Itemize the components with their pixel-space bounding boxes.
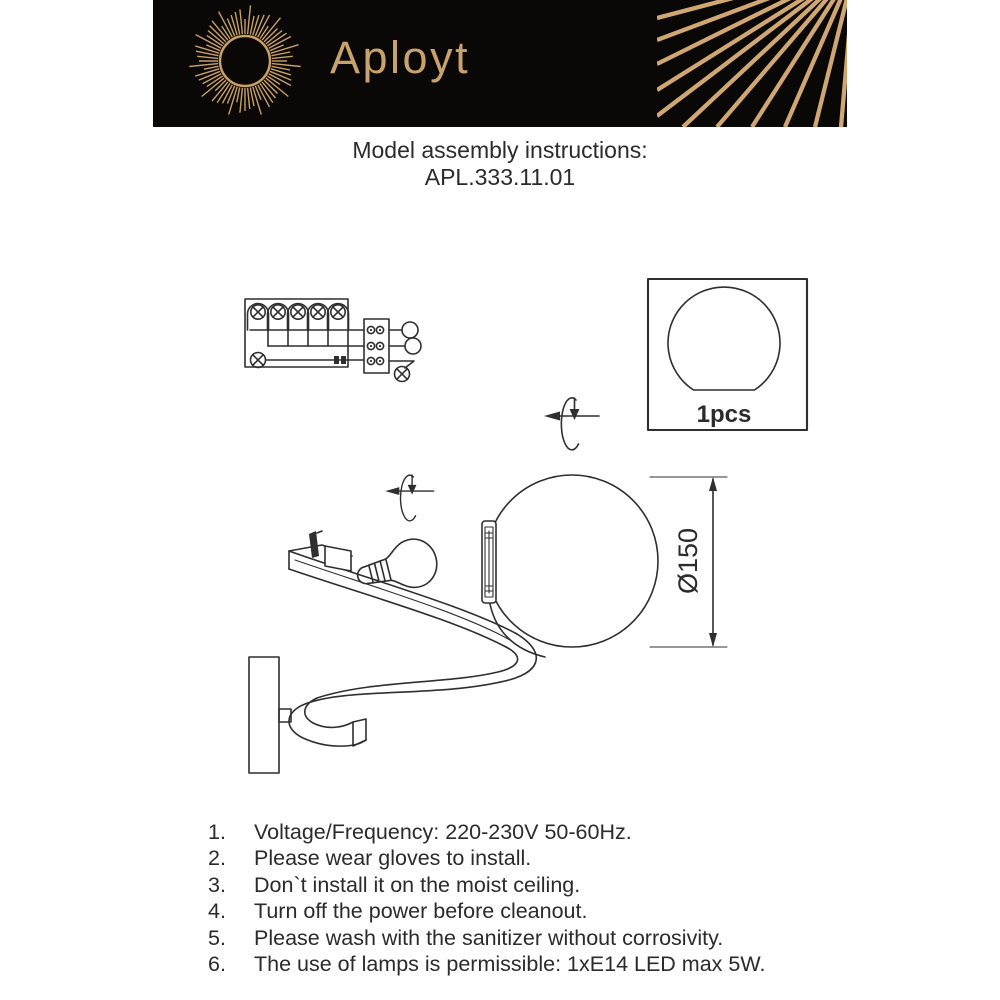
mounting-clip: [309, 531, 319, 558]
lamp-shade-outline: [668, 287, 780, 390]
instruction-number: 1.: [208, 820, 226, 844]
brand-wordmark: Aployt: [330, 32, 471, 83]
brand-banner: [153, 0, 847, 127]
model-number: APL.333.11.01: [424, 164, 576, 190]
corner-rays-decoration: [657, 0, 847, 127]
wall-mount-plate: [249, 657, 279, 773]
instruction-item: [208, 845, 858, 871]
light-bulb-icon: [352, 534, 442, 600]
diameter-dimension: [650, 477, 727, 647]
instruction-text: Please wash with the sanitizer without corrosivity.: [254, 925, 724, 950]
bulb-socket: [325, 546, 351, 571]
wiring-diagram: [245, 299, 421, 382]
instruction-number: 5.: [208, 925, 226, 950]
instruction-number: 4.: [208, 899, 226, 924]
instruction-item: [208, 872, 858, 898]
instruction-number: 2.: [208, 846, 226, 871]
package-qty-label: 1pcs: [696, 401, 752, 428]
sunburst-logo-icon: [187, 3, 303, 119]
instruction-list: [208, 819, 858, 977]
instruction-text: Turn off the power before cleanout.: [254, 899, 588, 924]
assembly-diagram: [150, 270, 850, 790]
instruction-number: 6.: [208, 952, 226, 977]
sphere-shade-outline: [486, 475, 658, 647]
instruction-text: Don`t install it on the moist ceiling.: [254, 872, 581, 897]
rotation-arrow-icon: [385, 475, 433, 521]
instruction-item: [208, 951, 858, 977]
diameter-label: Ø150: [673, 527, 703, 595]
instruction-item: [208, 898, 858, 924]
instruction-text: Voltage/Frequency: 220-230V 50-60Hz.: [254, 820, 632, 844]
sheet-title: Model assembly instructions:: [352, 137, 648, 163]
instruction-text: Please wear gloves to install.: [254, 846, 532, 871]
instruction-item: [208, 819, 858, 845]
instruction-number: 3.: [208, 872, 226, 897]
instruction-text: The use of lamps is permissible: 1xE14 LED max 5W.: [254, 952, 766, 977]
package-contents-box: [648, 279, 807, 430]
instruction-item: [208, 925, 858, 951]
rotation-arrow-icon: [544, 398, 599, 450]
